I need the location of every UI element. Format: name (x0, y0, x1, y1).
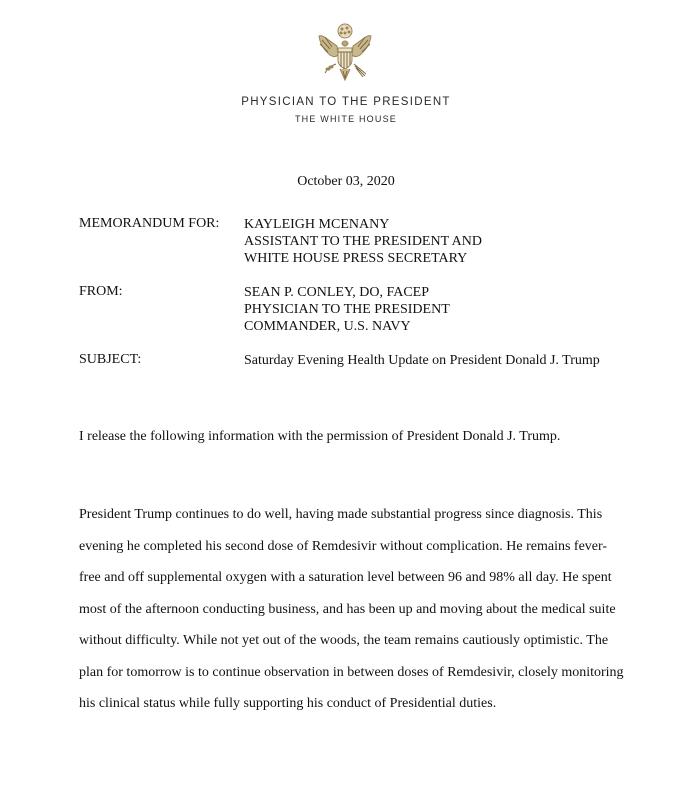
memo-subject-label: SUBJECT: (79, 352, 142, 367)
memo-date: October 03, 2020 (297, 174, 395, 189)
recipient-title-line1: ASSISTANT TO THE PRESIDENT AND (244, 234, 482, 249)
sender-title-line1: PHYSICIAN TO THE PRESIDENT (244, 302, 450, 317)
letterhead-subtitle: THE WHITE HOUSE (294, 114, 397, 124)
great-seal-eagle-icon (316, 22, 374, 84)
recipient-name: KAYLEIGH MCENANY (244, 217, 390, 232)
sender-name: SEAN P. CONLEY, DO, FACEP (244, 285, 430, 300)
memo-for-value (244, 216, 482, 267)
body-line: his clinical status while fully supporting his conduct of Presidential duties. (79, 696, 497, 711)
body-paragraph (79, 504, 624, 725)
body-line: most of the afternoon conducting business, and has been up and moving about the medical suite (79, 601, 616, 617)
body-line: free and off supplemental oxygen with a saturation level between 96 and 98% all day. He spent (79, 570, 612, 585)
memo-from-value (244, 284, 450, 335)
letterhead-title: PHYSICIAN TO THE PRESIDENT (241, 96, 451, 108)
body-line: President Trump continues to do well, having made substantial progress since diagnosis. This (79, 507, 603, 522)
recipient-title-line2: WHITE HOUSE PRESS SECRETARY (244, 251, 468, 266)
body-line: plan for tomorrow is to continue observation in between doses of Remdesivir, closely monitoring (79, 664, 624, 680)
intro-paragraph: I release the following information with the permission of President Donald J. Trump. (79, 429, 561, 444)
sender-title-line2: COMMANDER, U.S. NAVY (244, 319, 411, 334)
memo-subject-value: Saturday Evening Health Update on President Donald J. Trump (244, 353, 600, 368)
memo-for-label: MEMORANDUM FOR: (79, 216, 220, 231)
body-line: without difficulty. While not yet out of the woods, the team remains cautiously optimistic. The (79, 633, 609, 648)
memo-from-label: FROM: (79, 284, 123, 299)
body-line: evening he completed his second dose of Remdesivir without complication. He remains fever- (79, 538, 608, 554)
